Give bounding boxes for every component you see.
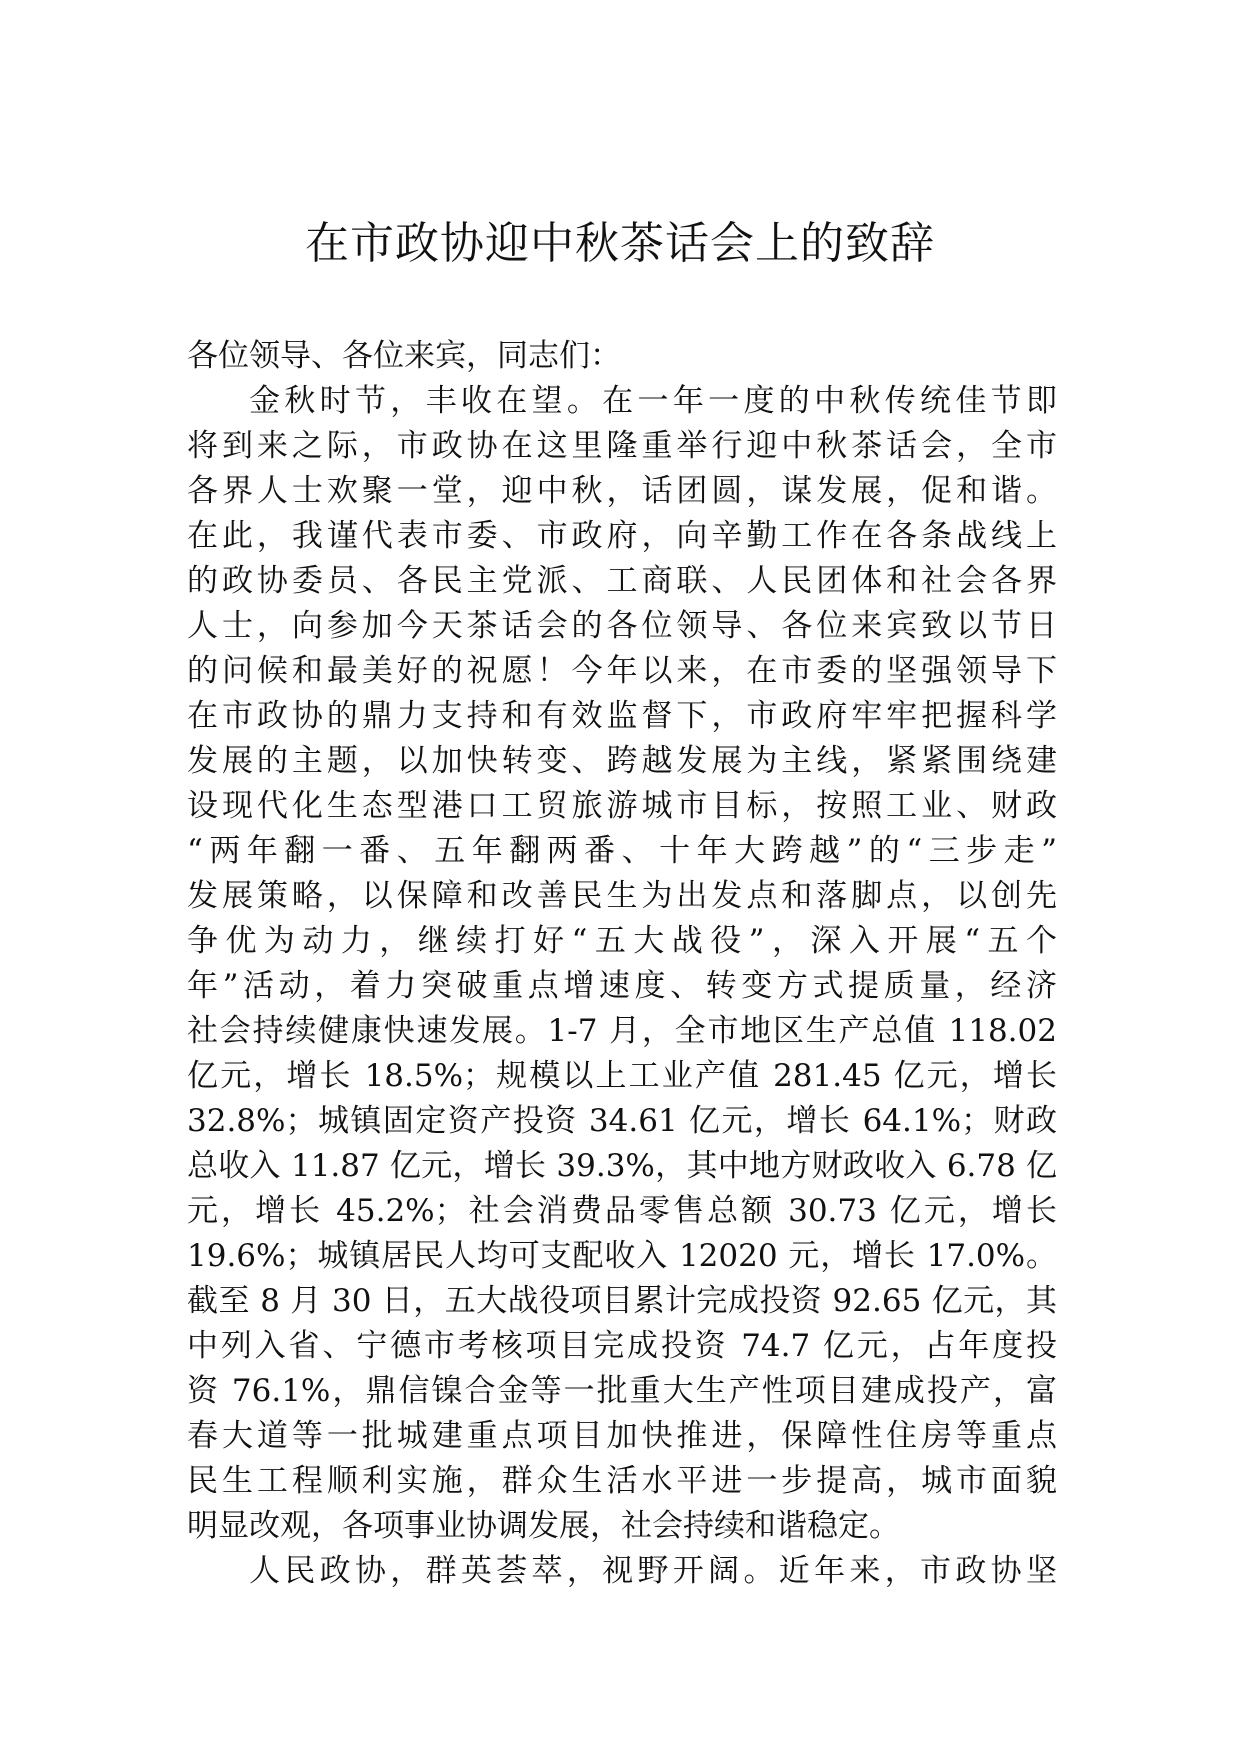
paragraph-line: 发展策略，以保障和改善民生为出发点和落脚点，以创先 <box>187 878 1057 914</box>
paragraph-line: 民生工程顺利实施，群众生活水平进一步提高，城市面貌 <box>187 1463 1057 1499</box>
paragraph-line: 19.6%；城镇居民人均可支配收入 12020 元，增长 17.0%。 <box>187 1238 1057 1274</box>
document-body <box>187 334 1057 1594</box>
paragraph-line: 截至 8 月 30 日，五大战役项目累计完成投资 92.65 亿元，其 <box>187 1283 1057 1319</box>
paragraph-line: “两年翻一番、五年翻两番、十年大跨越”的“三步走” <box>187 833 1057 869</box>
paragraph-line: 发展的主题，以加快转变、跨越发展为主线，紧紧围绕建 <box>187 743 1057 779</box>
paragraph-line: 人士，向参加今天茶话会的各位领导、各位来宾致以节日 <box>187 608 1057 644</box>
paragraph-line: 在市政协的鼎力支持和有效监督下，市政府牢牢把握科学 <box>187 698 1057 734</box>
paragraph-line: 资 76.1%，鼎信镍合金等一批重大生产性项目建成投产，富 <box>187 1373 1057 1409</box>
paragraph-line: 元，增长 45.2%；社会消费品零售总额 30.73 亿元，增长 <box>187 1193 1057 1229</box>
paragraph-line: 金秋时节，丰收在望。在一年一度的中秋传统佳节即 <box>249 383 1057 419</box>
paragraph-line: 在此，我谨代表市委、市政府，向辛勤工作在各条战线上 <box>187 518 1057 554</box>
paragraph-line: 32.8%；城镇固定资产投资 34.61 亿元，增长 64.1%；财政 <box>187 1103 1057 1139</box>
paragraph-line: 争优为动力，继续打好“五大战役”，深入开展“五个 <box>187 923 1057 959</box>
paragraph-line: 设现代化生态型港口工贸旅游城市目标，按照工业、财政 <box>187 788 1057 824</box>
paragraph-line: 年”活动，着力突破重点增速度、转变方式提质量，经济 <box>187 968 1057 1004</box>
paragraph-line: 人民政协，群英荟萃，视野开阔。近年来，市政协坚 <box>249 1553 1057 1589</box>
paragraph-line: 春大道等一批城建重点项目加快推进，保障性住房等重点 <box>187 1418 1057 1454</box>
paragraph-line: 的问候和最美好的祝愿！今年以来，在市委的坚强领导下 <box>187 653 1057 689</box>
paragraph-line: 亿元，增长 18.5%；规模以上工业产值 281.45 亿元，增长 <box>187 1058 1057 1094</box>
paragraph-line: 总收入 11.87 亿元，增长 39.3%，其中地方财政收入 6.78 亿 <box>187 1148 1057 1184</box>
paragraph-line: 社会持续健康快速发展。1-7 月，全市地区生产总值 118.02 <box>187 1013 1057 1049</box>
paragraph-line: 各界人士欢聚一堂，迎中秋，话团圆，谋发展，促和谐。 <box>187 473 1057 509</box>
paragraph-line: 明显改观，各项事业协调发展，社会持续和谐稳定。 <box>187 1508 900 1544</box>
paragraph-line: 将到来之际，市政协在这里隆重举行迎中秋茶话会，全市 <box>187 428 1057 464</box>
document-title: 在市政协迎中秋茶话会上的致辞 <box>305 218 935 269</box>
paragraph-line: 的政协委员、各民主党派、工商联、人民团体和社会各界 <box>187 563 1057 599</box>
salutation-line: 各位领导、各位来宾，同志们： <box>187 338 621 374</box>
paragraph-line: 中列入省、宁德市考核项目完成投资 74.7 亿元，占年度投 <box>187 1328 1057 1364</box>
